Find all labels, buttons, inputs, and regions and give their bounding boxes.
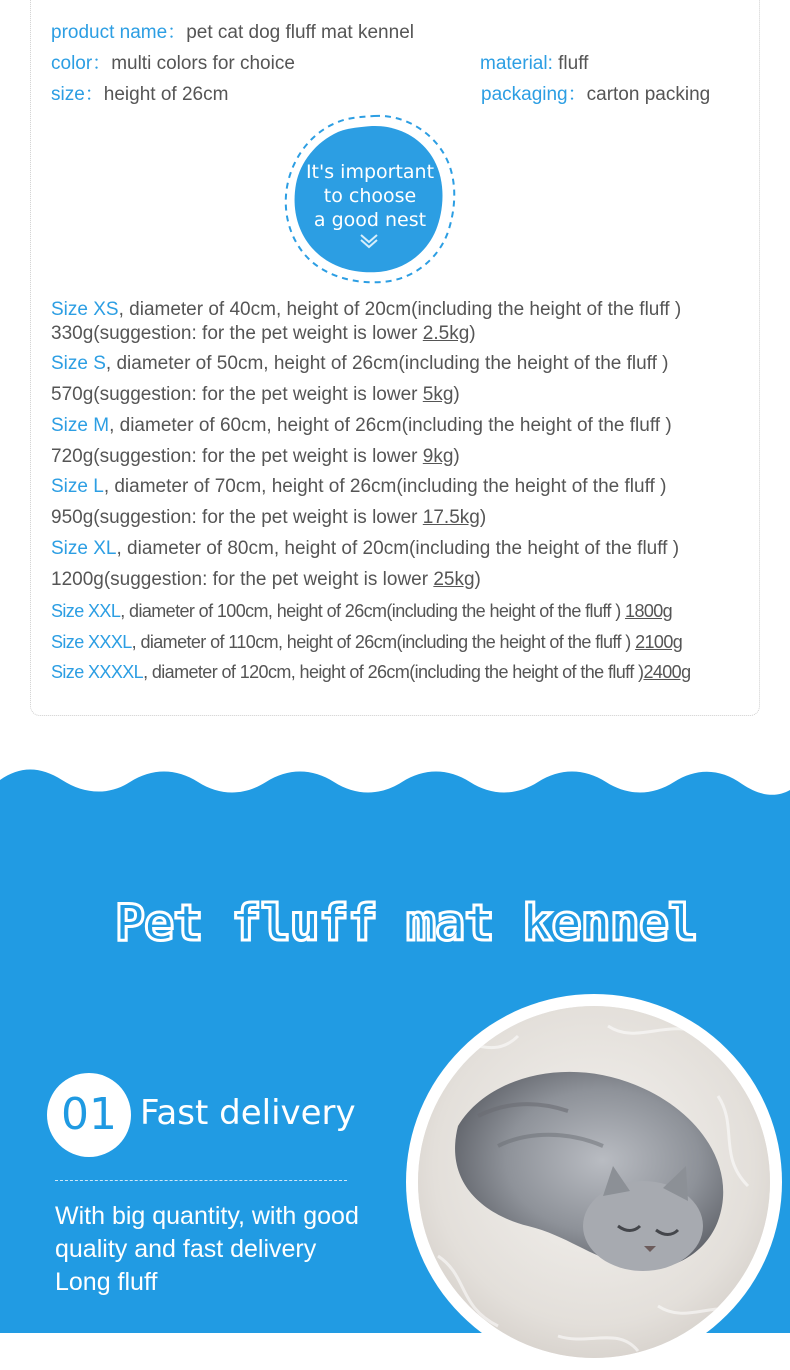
- badge-line-3: a good nest: [313, 209, 427, 231]
- size-name: Size XS: [51, 299, 119, 320]
- packaging-row: [481, 84, 710, 106]
- feature-desc-line-2: quality and fast delivery: [55, 1235, 317, 1263]
- headline-text: Pet fluff mat kennel: [114, 894, 698, 952]
- size-weight-text: 950g(suggestion: for the pet weight is lower: [51, 507, 423, 528]
- pet-weight: 25kg: [433, 569, 475, 590]
- size-detail: , diameter of 60cm, height of 26cm(including the height of the fluff ): [109, 415, 672, 436]
- packaging-value: carton packing: [586, 84, 711, 105]
- pet-weight: 2.5kg: [422, 323, 470, 344]
- size-name: Size XXXXL: [51, 662, 144, 682]
- size-detail: , diameter of 80cm, height of 20cm(including the height of the fluff ): [116, 538, 680, 559]
- material-label: material:: [480, 53, 553, 74]
- pet-weight: 5kg: [422, 384, 454, 405]
- size-row: [51, 84, 228, 106]
- badge-line-1: It's important: [305, 161, 435, 183]
- size-name: Size M: [51, 415, 110, 436]
- color-label: color：: [51, 53, 112, 74]
- close-paren: ): [474, 569, 481, 590]
- dashed-divider: [55, 1180, 347, 1181]
- size-xs-line2: [51, 323, 476, 345]
- product-name-row: [51, 22, 414, 44]
- size-xxl-line: [51, 600, 672, 622]
- size-xs-line1: [51, 299, 681, 321]
- size-name: Size L: [51, 476, 104, 497]
- size-xl-line2: [51, 569, 481, 591]
- sleeping-cat-illustration: [418, 1006, 770, 1358]
- packaging-label: packaging：: [481, 84, 587, 105]
- product-weight: 2100g: [635, 632, 683, 652]
- size-detail: , diameter of 110cm, height of 26cm(including the height of the fluff ): [131, 632, 636, 652]
- badge-text: [282, 160, 458, 232]
- size-name: Size XXXL: [51, 632, 132, 652]
- size-name: Size XXL: [51, 601, 121, 621]
- size-name: Size XL: [51, 538, 117, 559]
- size-detail: , diameter of 100cm, height of 26cm(including the height of the fluff ): [120, 601, 626, 621]
- size-label: size：: [51, 84, 104, 105]
- product-weight: 1800g: [625, 601, 673, 621]
- size-m-line1: [51, 415, 672, 437]
- close-paren: ): [469, 323, 476, 344]
- size-value: height of 26cm: [103, 84, 229, 105]
- size-detail: , diameter of 50cm, height of 26cm(including the height of the fluff ): [105, 353, 669, 374]
- double-chevron-down-icon: [358, 232, 380, 250]
- cat-photo-frame: [406, 994, 782, 1370]
- close-paren: ): [453, 446, 460, 467]
- cat-photo: [418, 1006, 770, 1358]
- size-l-line1: [51, 476, 666, 498]
- product-weight: 2400g: [643, 662, 691, 682]
- size-xxxxl-line: [51, 661, 691, 683]
- size-s-line2: [51, 384, 460, 406]
- headline: [0, 886, 790, 956]
- size-s-line1: [51, 353, 669, 375]
- size-weight-text: 720g(suggestion: for the pet weight is lower: [51, 446, 423, 467]
- size-name: Size S: [51, 353, 106, 374]
- color-row: [51, 53, 295, 75]
- color-value: multi colors for choice: [111, 53, 295, 74]
- close-paren: ): [479, 507, 487, 528]
- size-xxxl-line: [51, 631, 682, 653]
- size-xl-line1: [51, 538, 679, 560]
- close-paren: ): [453, 384, 460, 405]
- feature-desc-line-3: Long fluff: [55, 1268, 158, 1296]
- pet-weight: 17.5kg: [422, 507, 480, 528]
- pet-weight: 9kg: [422, 446, 454, 467]
- feature-title: Fast delivery: [140, 1093, 356, 1133]
- step-number-circle: 01: [47, 1073, 131, 1157]
- size-detail: , diameter of 120cm, height of 26cm(including the height of the fluff ): [143, 662, 644, 682]
- badge-line-2: to choose: [323, 185, 417, 207]
- size-weight-text: 1200g(suggestion: for the pet weight is lower: [51, 569, 434, 590]
- size-detail: , diameter of 40cm, height of 20cm(including the height of the fluff ): [118, 299, 682, 320]
- size-weight-text: 570g(suggestion: for the pet weight is lower: [51, 384, 423, 405]
- product-name-label: product name：: [51, 22, 187, 43]
- product-name-value: pet cat dog fluff mat kennel: [186, 22, 414, 43]
- size-weight-text: 330g(suggestion: for the pet weight is lower: [51, 323, 423, 344]
- feature-desc-line-1: With big quantity, with good: [55, 1202, 359, 1230]
- size-l-line2: [51, 507, 486, 529]
- size-detail: , diameter of 70cm, height of 26cm(including the height of the fluff ): [103, 476, 667, 497]
- feature-section: [0, 768, 790, 1333]
- size-m-line2: [51, 446, 460, 468]
- material-row: [480, 53, 588, 75]
- material-value: fluff: [552, 53, 589, 74]
- important-badge: [282, 112, 458, 284]
